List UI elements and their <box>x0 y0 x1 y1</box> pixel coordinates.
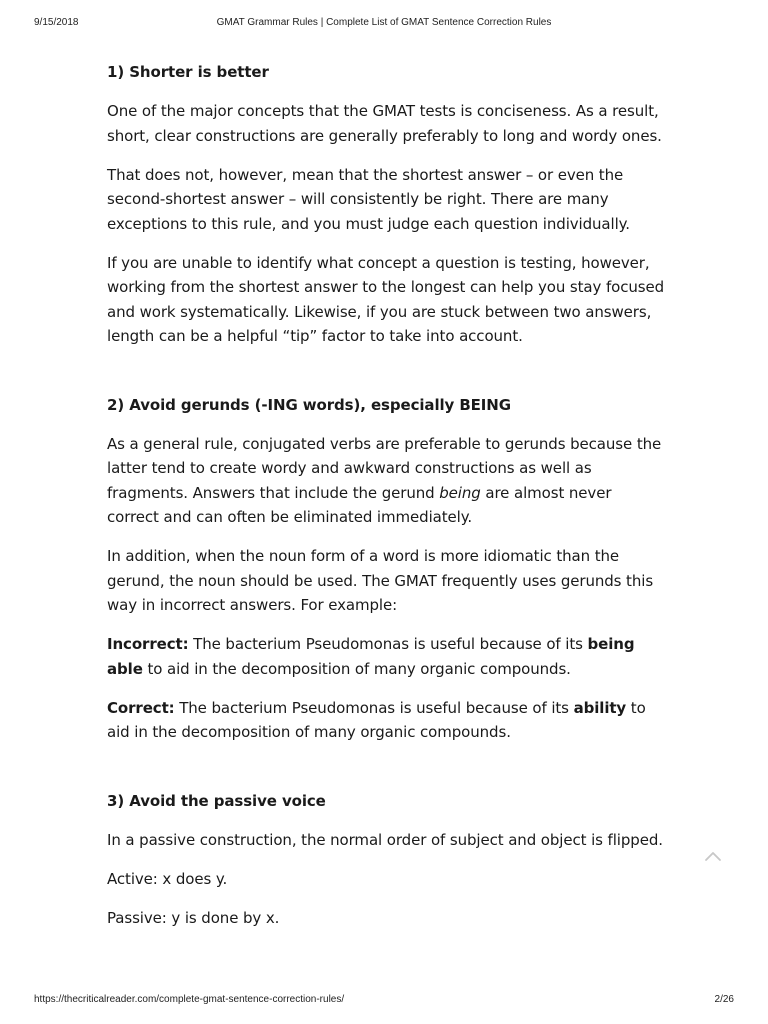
print-url: https://thecriticalreader.com/complete-gmat-sentence-correction-rules/ <box>34 994 345 1005</box>
bold-phrase: ability <box>573 698 627 717</box>
paragraph: One of the major concepts that the GMAT tests is conciseness. As a result, short, clear constructions are generally preferably to long and wordy ones. <box>107 102 662 145</box>
section-heading: 1) Shorter is better <box>107 63 269 81</box>
back-to-top-button[interactable] <box>703 848 723 864</box>
incorrect-label: Incorrect: <box>107 635 189 653</box>
chevron-up-icon <box>703 848 723 864</box>
example-correct <box>107 696 667 745</box>
correct-label: Correct: <box>107 698 175 717</box>
print-header <box>34 17 734 31</box>
print-footer <box>34 994 734 1008</box>
section-avoid-passive-voice <box>107 789 667 931</box>
section-heading: 2) Avoid gerunds (-ING words), especially BEING <box>107 395 511 414</box>
section-heading: 3) Avoid the passive voice <box>107 791 326 810</box>
print-page-number: 2/26 <box>714 994 734 1005</box>
article-content <box>107 60 667 945</box>
text-run: As a general rule, conjugated verbs are preferable to gerunds because the latter tend to create wordy and awkward constructions as well as fragments. Answers that include the gerund <box>107 434 662 502</box>
print-date: 9/15/2018 <box>34 17 79 28</box>
text-run: The bacterium Pseudomonas is useful because of its <box>188 635 588 653</box>
paragraph: Passive: y is done by x. <box>107 908 280 927</box>
paragraph: If you are unable to identify what concept a question is testing, however, working from the shortest answer to the longest can help you stay focused and work systematically. Likewise, if you are stuck between two answers, length can be a helpful “tip” factor to take into account. <box>107 253 665 345</box>
bold-phrase: being able <box>107 635 635 678</box>
text-run: are almost never correct and can often be eliminated immediately. <box>107 483 612 526</box>
text-run: to aid in the decomposition of many organic compounds. <box>142 659 571 678</box>
paragraph <box>107 432 667 530</box>
emphasis-being: being <box>439 483 481 502</box>
section-avoid-gerunds <box>107 393 667 745</box>
section-shorter-is-better <box>107 60 667 349</box>
example-incorrect <box>107 632 667 681</box>
paragraph: That does not, however, mean that the shortest answer – or even the second-shortest answer – will consistently be right. There are many exceptions to this rule, and you must judge each question individually. <box>107 165 630 233</box>
paragraph: In addition, when the noun form of a word is more idiomatic than the gerund, the noun should be used. The GMAT frequently uses gerunds this way in incorrect answers. For example: <box>107 547 654 614</box>
paragraph: Active: x does y. <box>107 869 228 888</box>
paragraph: In a passive construction, the normal order of subject and object is flipped. <box>107 830 663 849</box>
print-page-title: GMAT Grammar Rules | Complete List of GMAT Sentence Correction Rules <box>216 17 552 28</box>
text-run: to aid in the decomposition of many organic compounds. <box>107 698 646 741</box>
text-run: The bacterium Pseudomonas is useful because of its <box>174 698 574 717</box>
